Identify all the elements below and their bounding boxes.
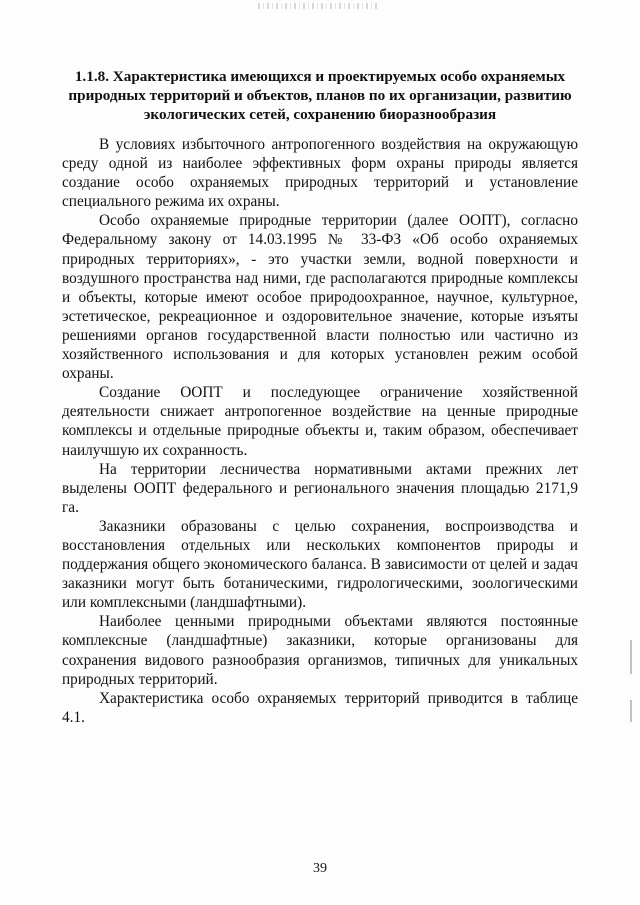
paragraph: На территории лесничества нормативными актами прежних лет выделены ООПТ федерального и регионального значения площадью 2171,9 га. xyxy=(62,460,578,516)
body-text xyxy=(62,135,578,727)
paragraph: Характеристика особо охраняемых территорий приводится в таблице 4.1. xyxy=(62,689,578,726)
scan-edge-mark xyxy=(630,700,632,722)
paragraph: Заказники образованы с целью сохранения, воспроизводства и восстановления отдельных или нескольких компонентов природы и поддержания общего экономического баланса. В зависимости от целей и задач заказники могут быть ботаническими, гидрологическими, зоологическими или комплексными (ландшафтными). xyxy=(62,517,578,612)
scan-edge-mark xyxy=(630,640,632,674)
scan-artifact xyxy=(258,3,380,9)
paragraph: В условиях избыточного антропогенного воздействия на окружающую среду одной из наиболее эффективных форм охраны природы является создание особо охраняемых природных территорий и установление специального режима их охраны. xyxy=(62,136,578,211)
section-heading: 1.1.8. Характеристика имеющихся и проектируемых особо охраняемых природных территорий и объектов, планов по их организации, развитию экологических сетей, сохранению биоразнообразия xyxy=(68,68,572,123)
paragraph: Создание ООПТ и последующее ограничение хозяйственной деятельности снижает антропогенное воздействие на ценные природные комплексы и отдельные природные объекты и, таким образом, обеспечивает наилучшую их сохранность. xyxy=(62,384,578,459)
paragraph: Особо охраняемые природные территории (далее ООПТ), согласно Федеральному закону от 14.03.1995 № 33-ФЗ «Об особо охраняемых природных территориях», - это участки земли, водной поверхности и воздушного пространства над ними, где располагаются природные комплексы и объекты, которые имеют особое природоохранное, научное, культурное, эстетическое, рекреационное и оздоровительное значение, которые изъяты решениями органов государственной власти полностью или частично из хозяйственного использования и для которых установлен режим особой охраны. xyxy=(62,212,578,383)
paragraph: Наиболее ценными природными объектами являются постоянные комплексные (ландшафтные) заказники, которые организованы для сохранения видового разнообразия организмов, типичных для уникальных природных территорий. xyxy=(62,613,578,688)
page-number: 39 xyxy=(313,861,327,876)
